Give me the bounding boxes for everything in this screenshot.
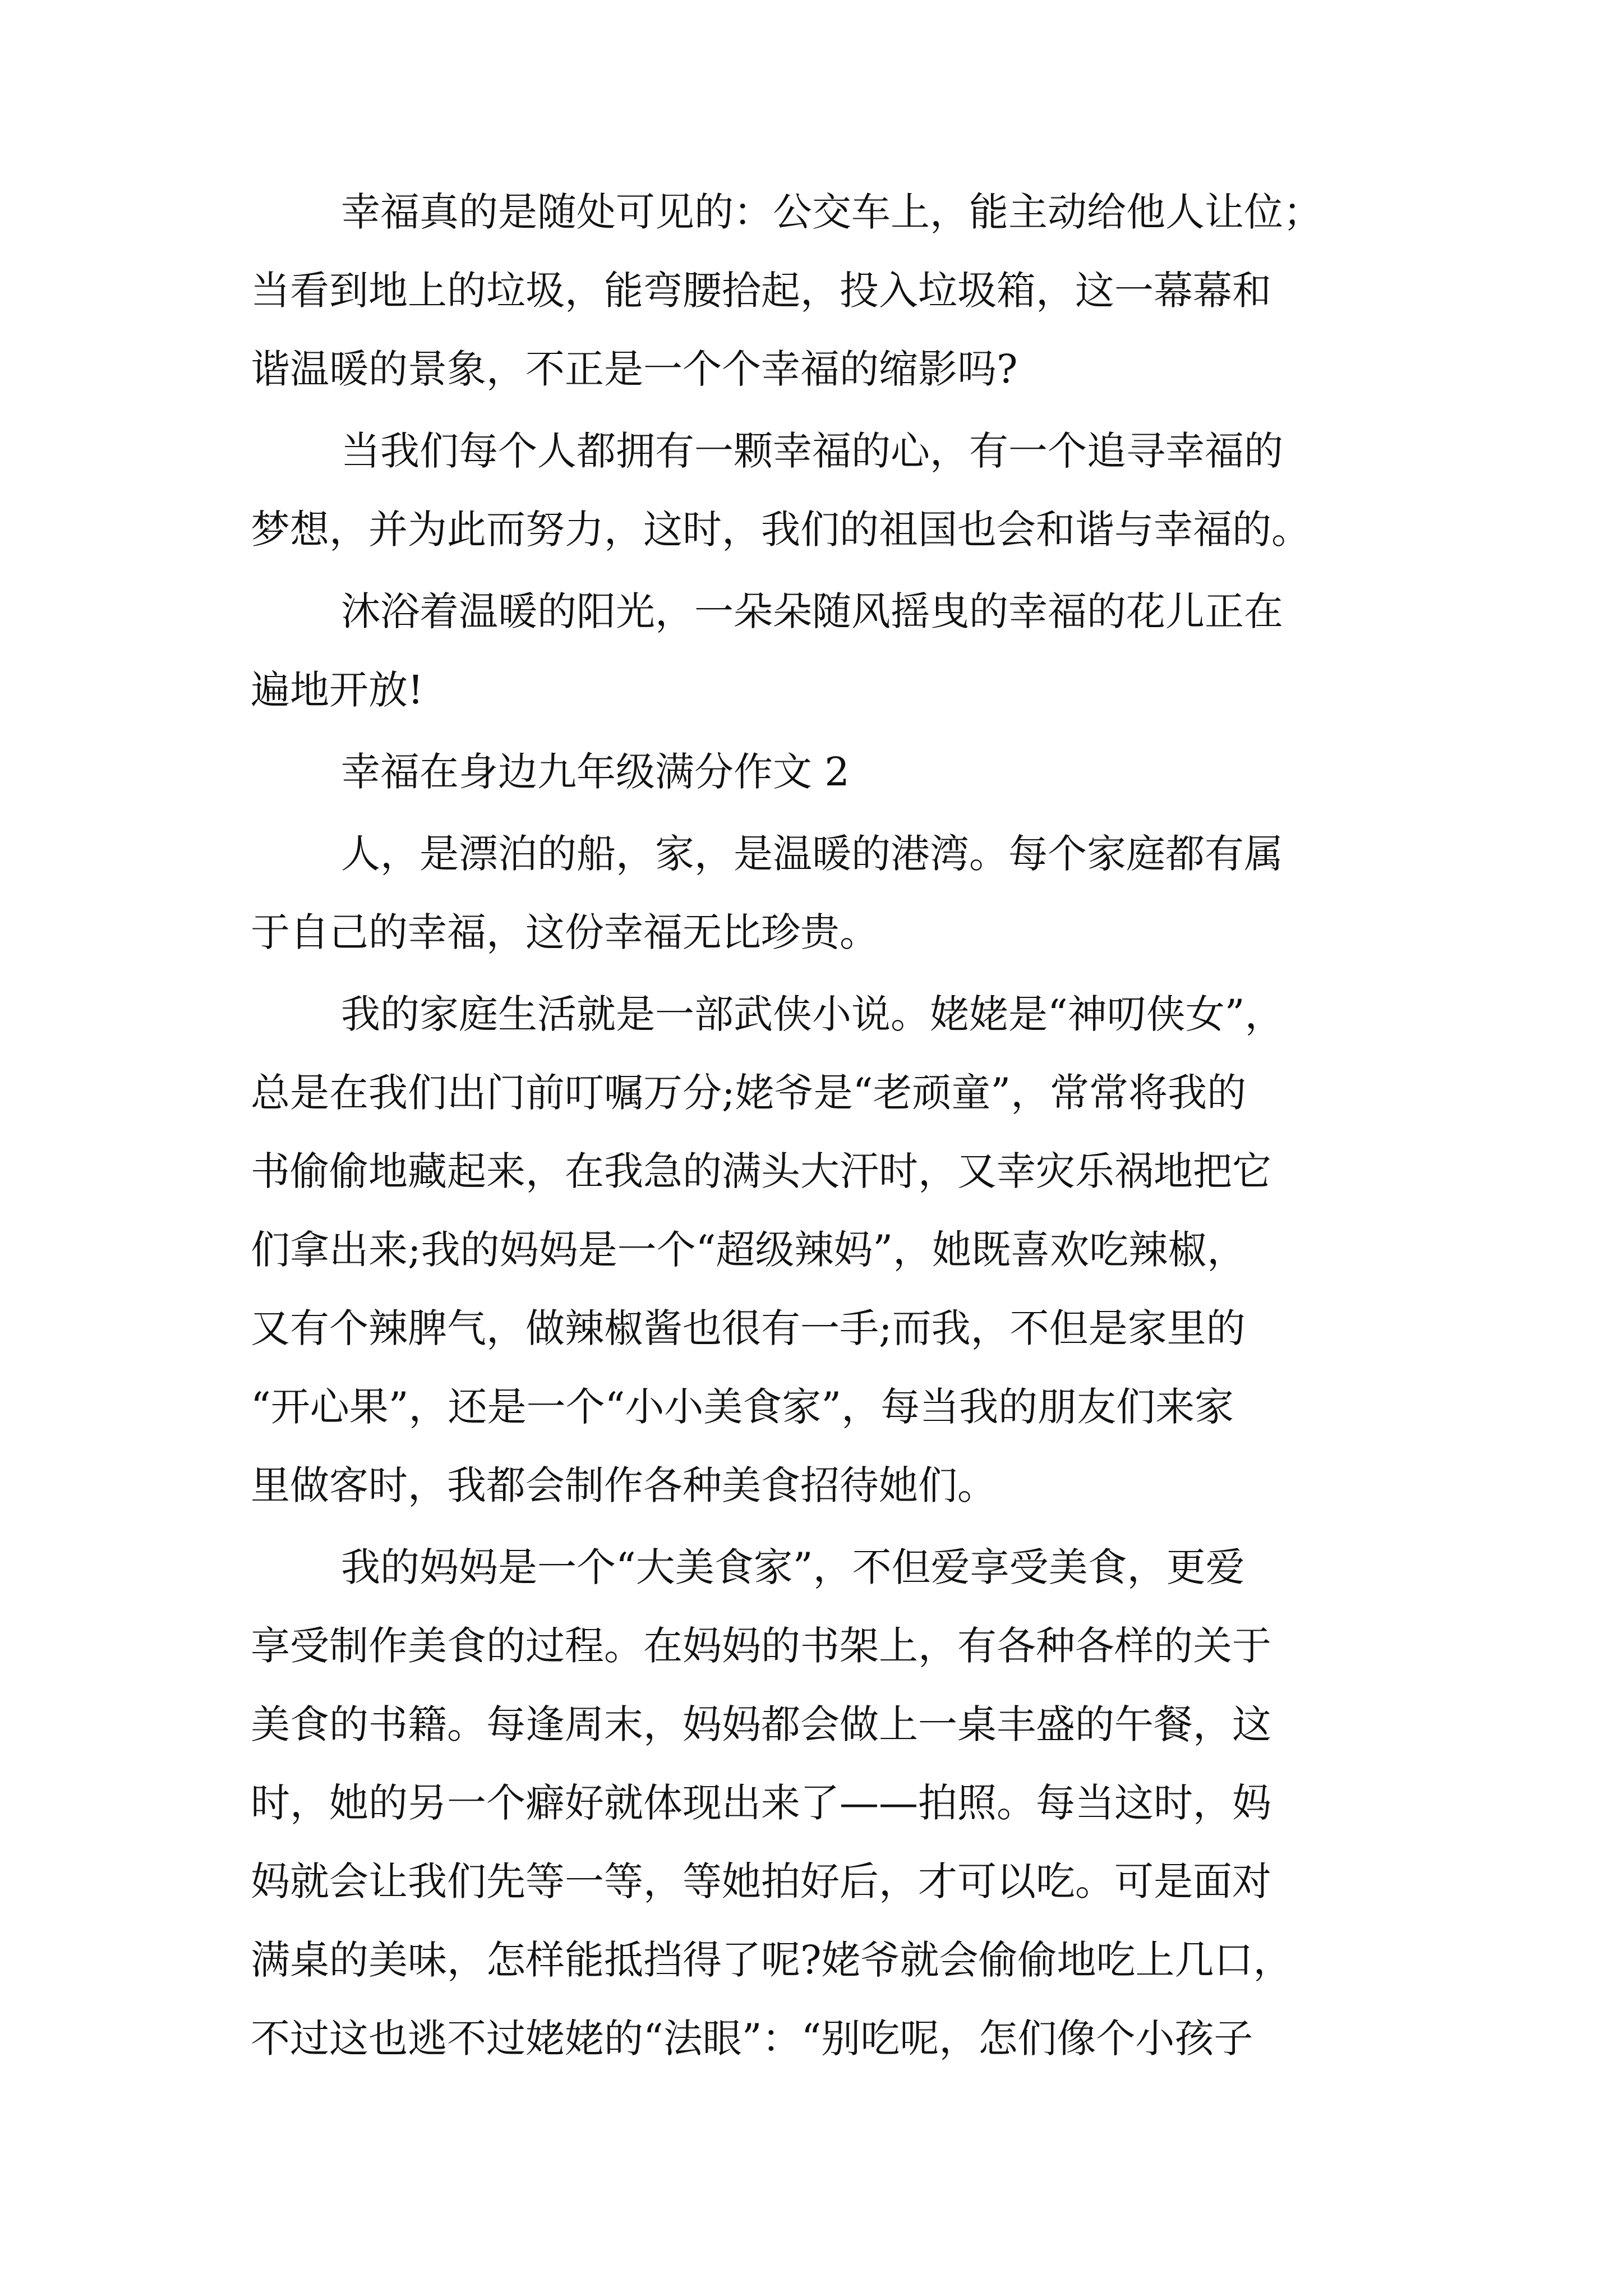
section-heading: 幸福在身边九年级满分作文 2 (341, 749, 850, 795)
text-line: 们拿出来;我的妈妈是一个“超级辣妈”，她既喜欢吃辣椒， (251, 1227, 1247, 1273)
text-line: 妈就会让我们先等一等，等她拍好后，才可以吃。可是面对 (251, 1858, 1271, 1904)
text-line: 总是在我们出门前叮嘱万分;姥爷是“老顽童”，常常将我的 (251, 1070, 1247, 1116)
text-line: 谐温暖的景象，不正是一个个幸福的缩影吗? (251, 346, 1018, 392)
text-line: 美食的书籍。每逢周末，妈妈都会做上一桌丰盛的午餐，这 (251, 1701, 1271, 1747)
text-line: 遍地开放! (251, 667, 424, 713)
text-line: 书偷偷地藏起来，在我急的满头大汗时，又幸灾乐祸地把它 (251, 1148, 1271, 1194)
text-line: 里做客时，我都会制作各种美食招待她们。 (251, 1462, 997, 1508)
text-line: 享受制作美食的过程。在妈妈的书架上，有各种各样的关于 (251, 1623, 1271, 1669)
text-line: 时，她的另一个癖好就体现出来了——拍照。每当这时，妈 (251, 1780, 1271, 1826)
text-line: 于自己的幸福，这份幸福无比珍贵。 (251, 909, 879, 955)
text-line: 又有个辣脾气，做辣椒酱也很有一手;而我，不但是家里的 (251, 1305, 1246, 1351)
text-line: 当我们每个人都拥有一颗幸福的心，有一个追寻幸福的 (341, 428, 1283, 474)
text-line: 当看到地上的垃圾，能弯腰拾起，投入垃圾箱，这一幕幕和 (251, 268, 1271, 314)
text-line: 幸福真的是随处可见的：公交车上，能主动给他人让位； (341, 189, 1322, 235)
text-line: 沐浴着温暖的阳光，一朵朵随风摇曳的幸福的花儿正在 (341, 588, 1283, 634)
text-line: 我的妈妈是一个“大美食家”，不但爱享受美食，更爱 (341, 1544, 1245, 1590)
text-line: 梦想，并为此而努力，这时，我们的祖国也会和谐与幸福的。 (251, 507, 1311, 553)
text-line: 不过这也逃不过姥姥的“法眼”：“别吃呢，怎们像个小孩子 (251, 2016, 1253, 2062)
text-line: “开心果”，还是一个“小小美食家”，每当我的朋友们来家 (251, 1384, 1234, 1430)
text-line: 我的家庭生活就是一部武侠小说。姥姥是“神叨侠女”， (341, 991, 1284, 1037)
text-line: 满桌的美味，怎样能抵挡得了呢?姥爷就会偷偷地吃上几口， (251, 1937, 1293, 1983)
text-line: 人，是漂泊的船，家，是温暖的港湾。每个家庭都有属 (341, 831, 1283, 877)
